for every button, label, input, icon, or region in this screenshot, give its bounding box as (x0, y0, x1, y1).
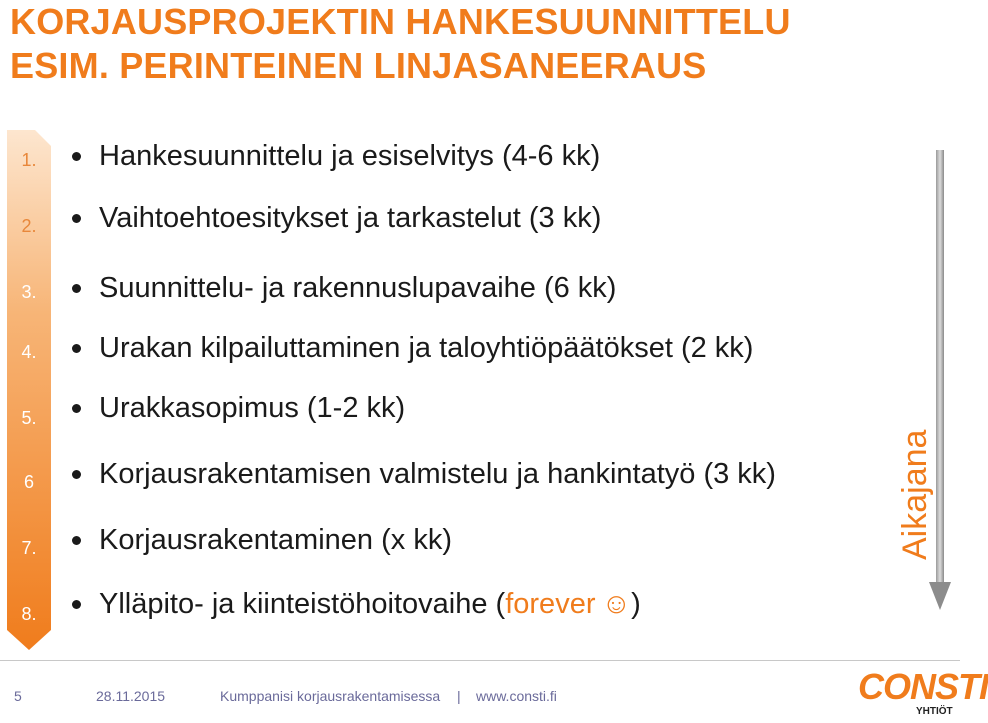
timeline-label (896, 420, 941, 560)
bullet-dot (72, 536, 81, 545)
list-item (72, 272, 616, 305)
timeline-label-text: Aikajana (896, 429, 934, 560)
bullet-dot (72, 600, 81, 609)
step-number: 7. (21, 538, 37, 558)
step-strip (5, 130, 53, 650)
smiley-icon: ☺ (601, 588, 632, 620)
step-number: 6 (23, 472, 34, 492)
step-number: 1. (21, 150, 37, 170)
list-item (72, 332, 753, 365)
step-number: 4. (21, 342, 37, 362)
slide-title (10, 0, 791, 88)
title-line-2: ESIM. PERINTEINEN LINJASANEERAUS (10, 45, 707, 86)
bullet-dot (72, 344, 81, 353)
logo-subtext: YHTIÖT (916, 706, 953, 717)
list-item (72, 140, 600, 173)
logo-text: CONSTI (858, 666, 988, 707)
step-number: 2. (21, 216, 37, 236)
list-item (72, 392, 405, 425)
list-item-text: Korjausrakentamisen valmistelu ja hankintatyö (3 kk) (99, 458, 776, 490)
step-number: 3. (21, 282, 37, 302)
bullet-dot (72, 152, 81, 161)
list-item-text: Hankesuunnittelu ja esiselvitys (4-6 kk) (99, 140, 601, 172)
bullet-dot (72, 284, 81, 293)
list-item (72, 524, 452, 557)
title-line-1: KORJAUSPROJEKTIN HANKESUUNNITTELU (10, 1, 791, 42)
step-number: 5. (21, 408, 37, 428)
list-item-text: Urakkasopimus (1-2 kk) (99, 392, 406, 424)
bullet-dot (72, 470, 81, 479)
list-item (72, 588, 641, 621)
footer-tagline: Kumppanisi korjausrakentamisessa (220, 688, 441, 704)
list-item (72, 202, 601, 235)
list-item-text: Suunnittelu- ja rakennuslupavaihe (6 kk) (99, 272, 617, 304)
footer-date: 28.11.2015 (96, 688, 166, 704)
list-item-text: Urakan kilpailuttaminen ja taloyhtiöpäätökset (2 kk) (99, 332, 754, 364)
forever-highlight: forever (505, 588, 596, 620)
bullet-dot (72, 214, 81, 223)
page-number: 5 (14, 688, 22, 704)
bullet-dot (72, 404, 81, 413)
list-item-text: Korjausrakentaminen (x kk) (99, 524, 452, 556)
footer-url[interactable]: www.consti.fi (476, 688, 557, 704)
list-item-text-after: ) (631, 588, 641, 620)
step-number: 8. (21, 604, 37, 624)
step-strip-shape (7, 130, 51, 650)
list-item (72, 458, 776, 491)
list-item-text: Vaihtoehtoesitykset ja tarkastelut (3 kk) (99, 202, 602, 234)
list-item-text-before: Ylläpito- ja kiinteistöhoitovaihe ( (99, 588, 506, 620)
consti-logo (858, 666, 988, 720)
footer-divider (0, 660, 960, 661)
footer-separator: | (457, 688, 461, 704)
